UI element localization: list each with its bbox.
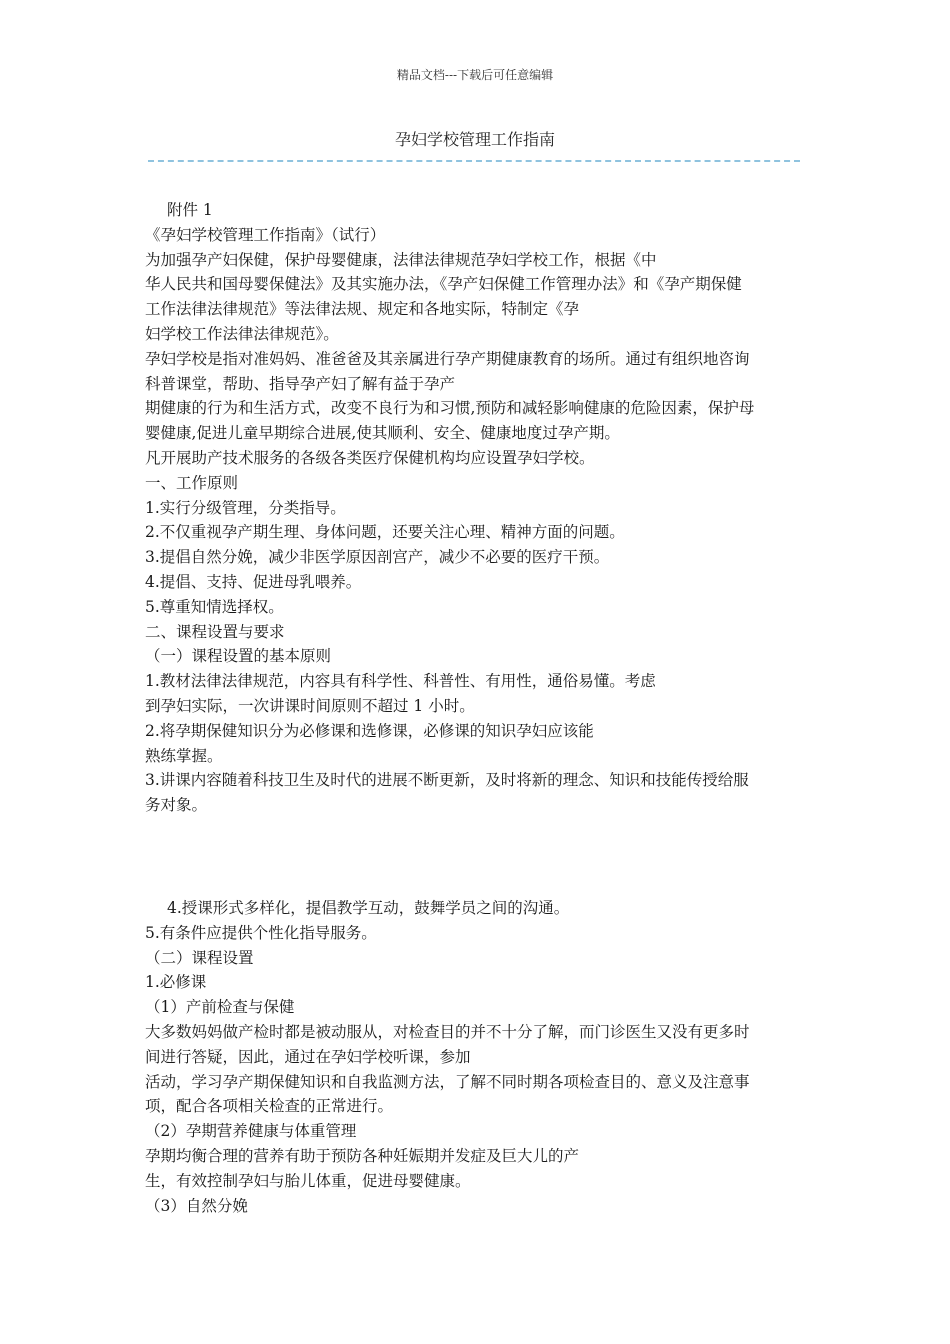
paragraph-line: 活动，学习孕产期保健知识和自我监测方法，了解不同时期各项检查目的、意义及注意事	[145, 1072, 750, 1091]
paragraph-line: 孕期均衡合理的营养有助于预防各种妊娠期并发症及巨大儿的产	[145, 1146, 580, 1165]
list-item: 1.实行分级管理，分类指导。	[145, 498, 346, 517]
list-item: 4.授课形式多样化，提倡教学互动，鼓舞学员之间的沟通。	[167, 899, 570, 917]
text-block-2	[145, 896, 813, 1218]
paragraph-line: 大多数妈妈做产检时都是被动服从，对检查目的并不十分了解，而门诊医生又没有更多时	[145, 1022, 750, 1041]
subsection-heading: （一）课程设置的基本原则	[145, 647, 332, 666]
list-item: 5.有条件应提供个性化指导服务。	[145, 923, 377, 942]
section-heading: 一、工作原则	[145, 473, 239, 492]
list-item: 1.必修课	[145, 973, 207, 992]
list-item: 务对象。	[145, 796, 208, 815]
list-item: 3.讲课内容随着科技卫生及时代的进展不断更新，及时将新的理念、知识和技能传授给服	[145, 771, 749, 790]
paragraph-line: 项，配合各项相关检查的正常进行。	[145, 1097, 394, 1116]
subsection-heading: （2）孕期营养健康与体重管理	[145, 1122, 357, 1141]
paragraph-line: 生，有效控制孕妇与胎儿体重，促进母婴健康。	[145, 1171, 471, 1190]
list-item: 到孕妇实际，一次讲课时间原则不超过 1 小时。	[145, 696, 475, 715]
subsection-heading: （3）自然分娩	[145, 1196, 248, 1215]
paragraph-line: 为加强孕产妇保健，保护母婴健康，法律法律规范孕妇学校工作，根据《中	[145, 250, 657, 269]
subsection-heading: （二）课程设置	[145, 948, 254, 967]
title-divider	[148, 160, 800, 162]
paragraph-line: 孕妇学校是指对准妈妈、准爸爸及其亲属进行孕产期健康教育的场所。通过有组织地咨询	[145, 349, 750, 368]
list-item: 2.不仅重视孕产期生理、身体问题，还要关注心理、精神方面的问题。	[145, 523, 625, 542]
section-heading: 二、课程设置与要求	[145, 622, 285, 641]
paragraph-line: 凡开展助产技术服务的各级各类医疗保健机构均应设置孕妇学校。	[145, 448, 595, 467]
list-item: 熟练掌握。	[145, 746, 223, 765]
list-item: 5.尊重知情选择权。	[145, 597, 284, 616]
list-item: 4.提倡、支持、促进母乳喂养。	[145, 572, 362, 591]
attachment-label: 附件 1	[167, 201, 213, 219]
paragraph-line: 华人民共和国母婴保健法》及其实施办法，《孕产妇保健工作管理办法》和《孕产期保健	[145, 275, 742, 294]
paragraph-line: 婴健康,促进儿童早期综合进展,使其顺利、安全、健康地度过孕产期。	[145, 424, 620, 443]
list-item: 1.教材法律法律规范，内容具有科学性、科普性、有用性，通俗易懂。考虑	[145, 672, 656, 691]
page-header: 精品文档---下载后可任意编辑	[396, 68, 554, 82]
paragraph-line: 科普课堂，帮助、指导孕产妇了解有益于孕产	[145, 374, 456, 393]
list-item: 3.提倡自然分娩，减少非医学原因剖宫产，减少不必要的医疗干预。	[145, 548, 610, 567]
subtitle-line: 《孕妇学校管理工作指南》（试行）	[145, 225, 386, 244]
text-block-1	[145, 198, 813, 818]
paragraph-line: 妇学校工作法律法律规范》。	[145, 324, 339, 343]
document-title: 孕妇学校管理工作指南	[394, 130, 555, 149]
subsection-heading: （1）产前检查与保健	[145, 998, 295, 1017]
paragraph-line: 工作法律法律规范》等法律法规、规定和各地实际，特制定《孕	[145, 300, 580, 319]
paragraph-line: 间进行答疑，因此，通过在孕妇学校听课，参加	[145, 1047, 471, 1066]
paragraph-line: 期健康的行为和生活方式，改变不良行为和习惯,预防和减轻影响健康的危险因素，保护母	[145, 399, 755, 418]
list-item: 2.将孕期保健知识分为必修课和选修课，必修课的知识孕妇应该能	[145, 721, 594, 740]
